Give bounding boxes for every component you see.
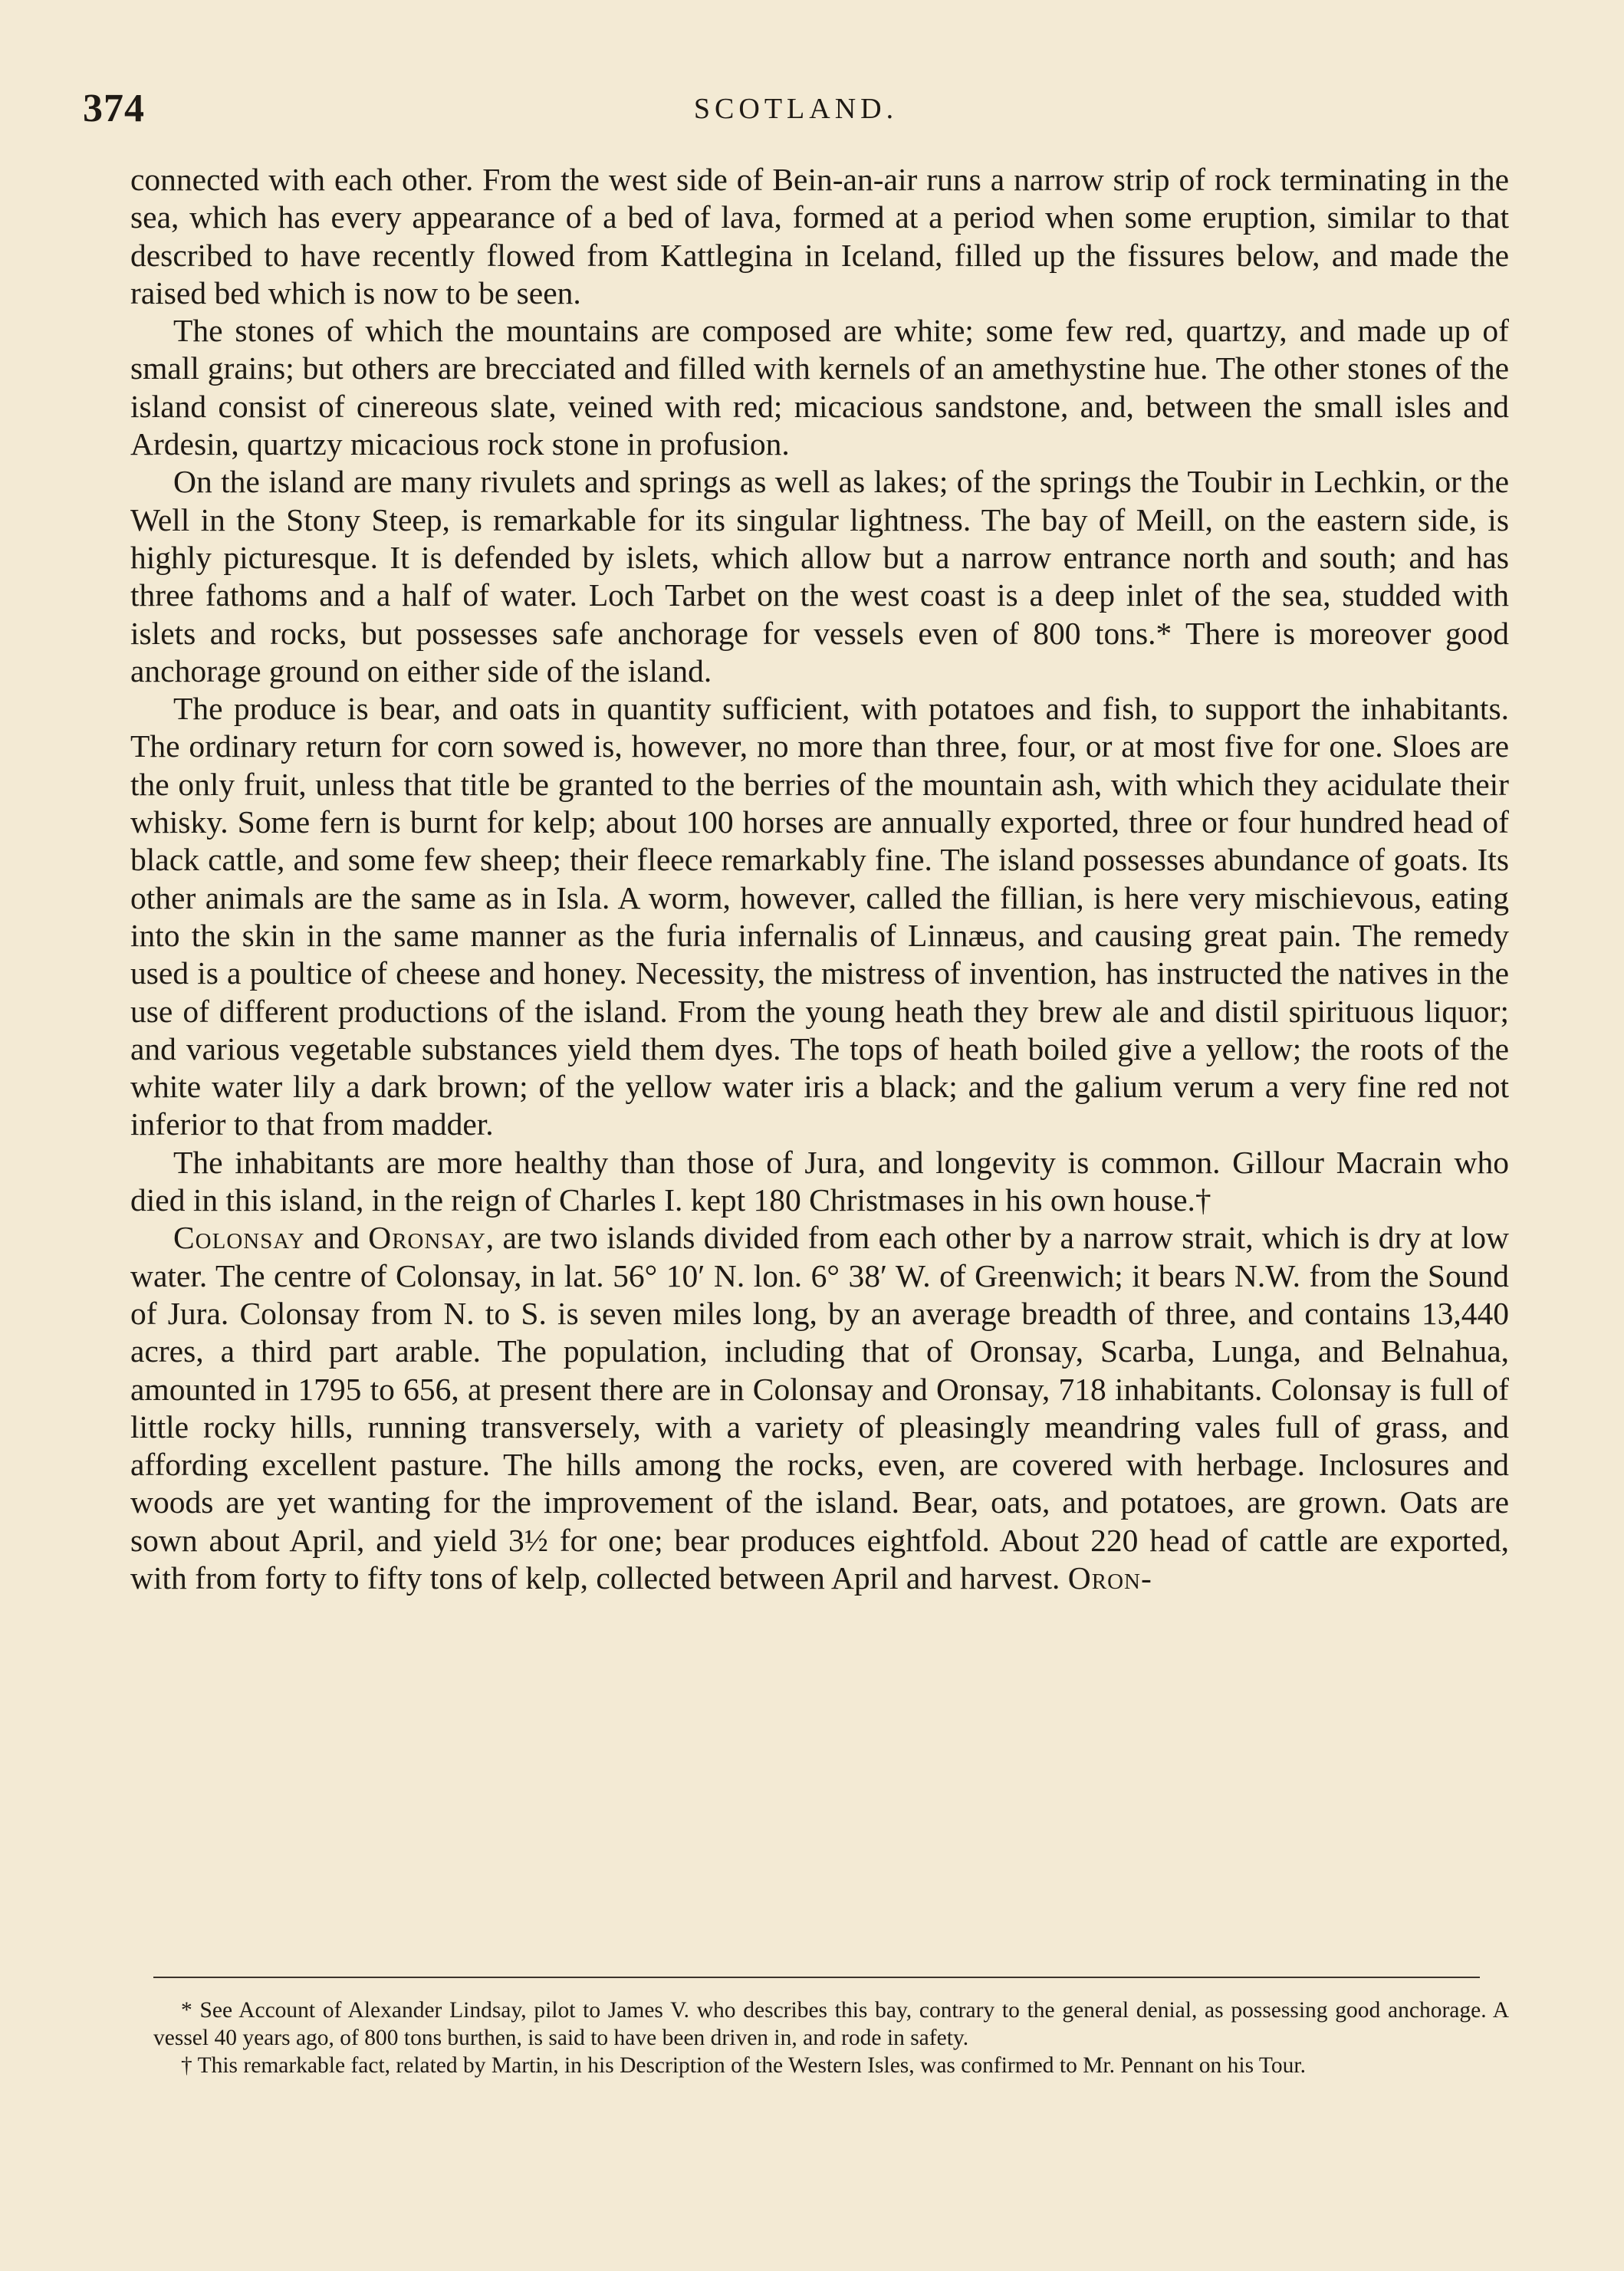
running-head: SCOTLAND. — [693, 93, 899, 125]
place-name-colonsay: Colonsay — [173, 1220, 305, 1256]
footnote-star: * See Account of Alexander Lindsay, pilot to James V. who describes this bay, contrary to the general denial, as possessing good anchorage. A vessel 40 years ago, of 800 tons burthen, is said to have been driven in, and rode in safety. — [153, 1998, 1509, 2050]
conjunction: and — [304, 1220, 369, 1256]
page-header — [83, 86, 1509, 140]
paragraph-2: The stones of which the mountains are composed are white; some few red, quartzy, and made up of small grains; but others are brecciated and filled with kernels of an amethystine hue. The other stones of the island consist of cinereous slate, veined with red; micacious sandstone, and, between the small isles and Ardesin, quartzy micacious rock stone in profusion. — [130, 313, 1509, 462]
paragraph-5: The inhabitants are more healthy than those of Jura, and longevity is common. Gillour Macrain who died in this island, in the reign of Charles I. kept 180 Christmases in his own house.† — [130, 1144, 1509, 1218]
page-number: 374 — [83, 87, 145, 130]
paragraph-6 — [130, 1219, 1509, 1597]
paragraph-6-text: , are two islands divided from each other by a narrow strait, which is dry at low water. The centre of Colonsay, in lat. 56° 10′ N. lon. 6° 38′ W. of Greenwich; it bears N.W. from the Sound of Jura. Colonsay from N. to S. is seven miles long, by an average breadth of three, and contains 13,440 acres, a third part arable. The population, including that of Oronsay, Scarba, Lunga, and Belnahua, amounted in 1795 to 656, at present there are in Colonsay and Oronsay, 718 inhabitants. Colonsay is full of little rocky hills, running transversely, with a variety of pleasingly meandring vales full of grass, and affording excellent pasture. The hills among the rocks, even, are covered with herbage. Inclosures and woods are yet wanting for the improvement of the island. Bear, oats, and potatoes, are grown. Oats are sown about April, and yield 3½ for one; bear produces eightfold. About 220 head of cattle are exported, with from forty to fifty tons of kelp, collected between April and harvest. — [130, 1220, 1510, 1596]
footnotes — [153, 1997, 1509, 2079]
footnote-divider — [153, 1977, 1480, 1978]
paragraph-3: On the island are many rivulets and springs as well as lakes; of the springs the Toubir in Lechkin, or the Well in the Stony Steep, is remarkable for its singular lightness. The bay of Meill, on the eastern side, is highly picturesque. It is defended by islets, which allow but a narrow entrance north and south; and has three fathoms and a half of water. Loch Tarbet on the west coast is a deep inlet of the sea, studded with islets and rocks, but possesses safe anchorage for vessels even of 800 tons.* There is moreover good anchorage ground on either side of the island. — [130, 464, 1509, 689]
main-text — [130, 161, 1509, 1597]
place-name-oronsay: Oronsay — [368, 1220, 486, 1256]
catchword: Oron- — [1067, 1559, 1152, 1596]
paragraph-1: connected with each other. From the west side of Bein-an-air runs a narrow strip of rock terminating in the sea, which has every appearance of a bed of lava, formed at a period when some eruption, similar to that described to have recently flowed from Kattlegina in Iceland, filled up the fissures below, and made the raised bed which is now to be seen. — [130, 162, 1509, 311]
paragraph-4: The produce is bear, and oats in quantity sufficient, with potatoes and fish, to support the inhabitants. The ordinary return for corn sowed is, however, no more than three, four, or at most five for one. Sloes are the only fruit, unless that title be granted to the berries of the mountain ash, with which they acidulate their whisky. Some fern is burnt for kelp; about 100 horses are annually exported, three or four hundred head of black cattle, and some few sheep; their fleece remarkably fine. The island possesses abundance of goats. Its other animals are the same as in Isla. A worm, however, called the fillian, is here very mischievous, eating into the skin in the same manner as the furia infernalis of Linnæus, and causing great pain. The remedy used is a poultice of cheese and honey. Necessity, the mistress of invention, has instructed the natives in the use of different productions of the island. From the young heath they brew ale and distil spirituous liquor; and various vegetable substances yield them dyes. The tops of heath boiled give a yellow; the roots of the white water lily a dark brown; of the yellow water iris a black; and the galium verum a very fine red not inferior to that from madder. — [130, 691, 1509, 1142]
footnote-dagger: † This remarkable fact, related by Martin, in his Description of the Western Isles, was confirmed to Mr. Pennant on his Tour. — [181, 2053, 1306, 2078]
